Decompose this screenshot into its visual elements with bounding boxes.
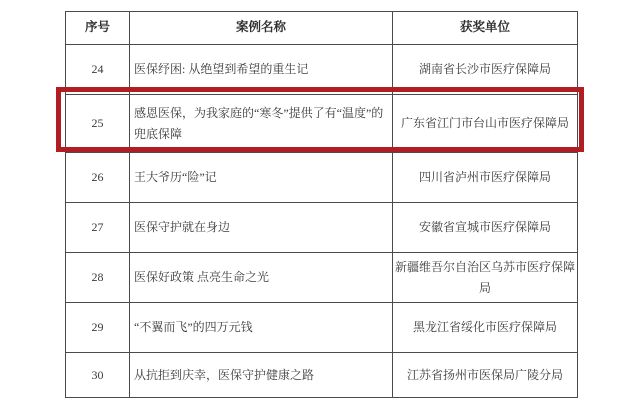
table-row [66, 353, 578, 398]
header-serial-number: 序号 [66, 12, 130, 45]
cell-serial-number: 29 [66, 303, 130, 353]
table-row [66, 153, 578, 203]
cell-award-unit: 新疆维吾尔自治区乌苏市医疗保障局 [393, 253, 578, 303]
table-body [66, 45, 578, 398]
table-header-row [66, 12, 578, 45]
cell-serial-number: 28 [66, 253, 130, 303]
cell-award-unit: 安徽省宣城市医疗保障局 [393, 203, 578, 253]
cell-award-unit: 四川省泸州市医疗保障局 [393, 153, 578, 203]
table-row [66, 203, 578, 253]
cell-award-unit: 湖南省长沙市医疗保障局 [393, 45, 578, 95]
table-row [66, 253, 578, 303]
cell-case-name: 感恩医保，为我家庭的“寒冬”提供了有“温度”的兜底保障 [130, 95, 393, 153]
cell-case-name: 医保纾困: 从绝望到希望的重生记 [130, 45, 393, 95]
cell-award-unit: 江苏省扬州市医保局广陵分局 [393, 353, 578, 398]
award-cases-table [65, 11, 578, 398]
cell-case-name: 王大爷历“险”记 [130, 153, 393, 203]
table-row [66, 303, 578, 353]
cell-case-name: 医保守护就在身边 [130, 203, 393, 253]
cell-serial-number: 24 [66, 45, 130, 95]
header-award-unit: 获奖单位 [393, 12, 578, 45]
cell-case-name: “不翼而飞”的四万元钱 [130, 303, 393, 353]
table-row [66, 45, 578, 95]
cell-serial-number: 30 [66, 353, 130, 398]
cell-case-name: 从抗拒到庆幸，医保守护健康之路 [130, 353, 393, 398]
cell-case-name: 医保好政策 点亮生命之光 [130, 253, 393, 303]
cell-serial-number: 25 [66, 95, 130, 153]
cell-award-unit: 黑龙江省绥化市医疗保障局 [393, 303, 578, 353]
cell-serial-number: 27 [66, 203, 130, 253]
header-case-name: 案例名称 [130, 12, 393, 45]
cell-award-unit: 广东省江门市台山市医疗保障局 [393, 95, 578, 153]
table-row [66, 95, 578, 153]
cell-serial-number: 26 [66, 153, 130, 203]
